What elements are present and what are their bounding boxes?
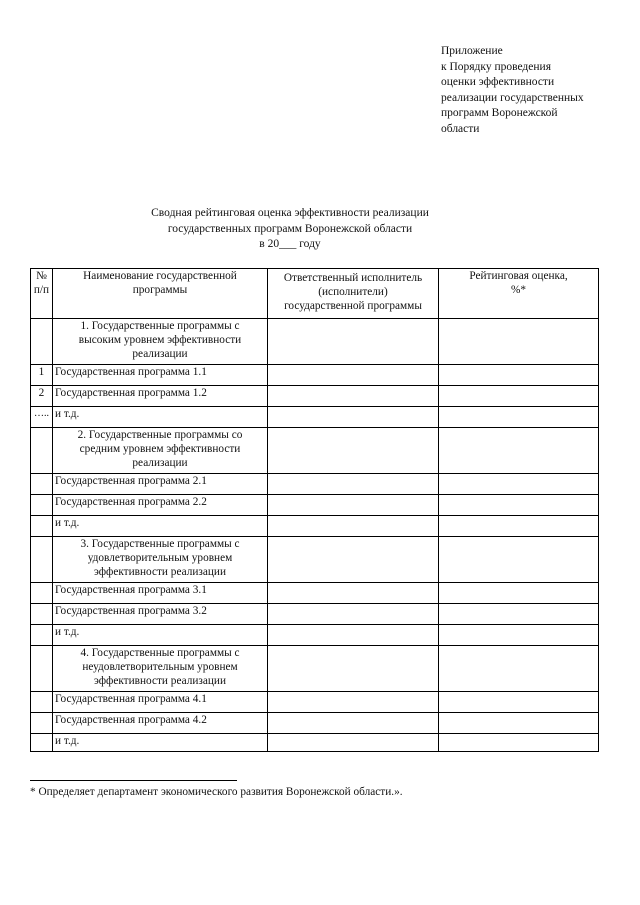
table-row: [31, 474, 599, 495]
group-title: 2. Государственные программы со средним уровнем эффективности реализации: [53, 428, 268, 474]
row-program-name: Государственная программа 4.2: [53, 713, 268, 734]
row-num: 2: [31, 386, 53, 407]
row-program-name: Государственная программа 1.1: [53, 365, 268, 386]
row-num: [31, 692, 53, 713]
row-program-name: и т.д.: [53, 734, 268, 752]
row-num: [31, 495, 53, 516]
row-num: [31, 516, 53, 537]
header-program-name: Наименование государственной программы: [53, 269, 268, 319]
row-num: [31, 713, 53, 734]
title-line: в 20___ году: [259, 238, 321, 250]
footnote: * Определяет департамент экономического развития Воронежской области.».: [30, 786, 403, 798]
footnote-separator: [30, 780, 237, 781]
row-program-name: Государственная программа 2.2: [53, 495, 268, 516]
table-row: [31, 407, 599, 428]
row-num: [31, 734, 53, 752]
row-num: [31, 625, 53, 646]
group-title: 4. Государственные программы с неудовлетворительным уровнем эффективности реализации: [53, 646, 268, 692]
row-program-name: Государственная программа 3.1: [53, 583, 268, 604]
appendix-line: Приложение: [441, 45, 503, 57]
row-num: 1: [31, 365, 53, 386]
table-row: [31, 583, 599, 604]
table-row: [31, 604, 599, 625]
group-row: [31, 537, 599, 583]
table-header-row: [31, 269, 599, 319]
document-title: [80, 206, 500, 253]
row-program-name: и т.д.: [53, 625, 268, 646]
header-num: № п/п: [31, 269, 53, 319]
appendix-line: программ Воронежской: [441, 107, 558, 120]
rating-table: [30, 268, 599, 752]
group-title: 1. Государственные программы с высоким уровнем эффективности реализации: [53, 319, 268, 365]
appendix-line: области: [441, 122, 480, 135]
appendix-note: [441, 44, 631, 138]
row-program-name: Государственная программа 1.2: [53, 386, 268, 407]
group-row: [31, 428, 599, 474]
table-row: [31, 713, 599, 734]
row-num: [31, 474, 53, 495]
row-program-name: Государственная программа 4.1: [53, 692, 268, 713]
table-row: [31, 386, 599, 407]
header-rating: Рейтинговая оценка, %*: [439, 269, 599, 319]
row-program-name: и т.д.: [53, 516, 268, 537]
appendix-line: реализации государственных: [441, 91, 584, 104]
row-program-name: и т.д.: [53, 407, 268, 428]
row-num: [31, 583, 53, 604]
header-executor: Ответственный исполнитель (исполнители) государственной программы: [268, 269, 439, 319]
table-row: [31, 625, 599, 646]
title-line: Сводная рейтинговая оценка эффективности реализации: [151, 207, 429, 219]
row-program-name: Государственная программа 3.2: [53, 604, 268, 625]
appendix-line: оценки эффективности: [441, 76, 555, 89]
group-row: [31, 646, 599, 692]
appendix-line: к Порядку проведения: [441, 60, 551, 73]
row-program-name: Государственная программа 2.1: [53, 474, 268, 495]
title-line: государственных программ Воронежской области: [167, 222, 413, 235]
table-row: [31, 516, 599, 537]
group-title: 3. Государственные программы с удовлетворительным уровнем эффективности реализации: [53, 537, 268, 583]
row-num: [31, 604, 53, 625]
table-row: [31, 734, 599, 752]
table-row: [31, 365, 599, 386]
group-row: [31, 319, 599, 365]
table-row: [31, 495, 599, 516]
table-row: [31, 692, 599, 713]
row-num: …..: [31, 407, 53, 428]
